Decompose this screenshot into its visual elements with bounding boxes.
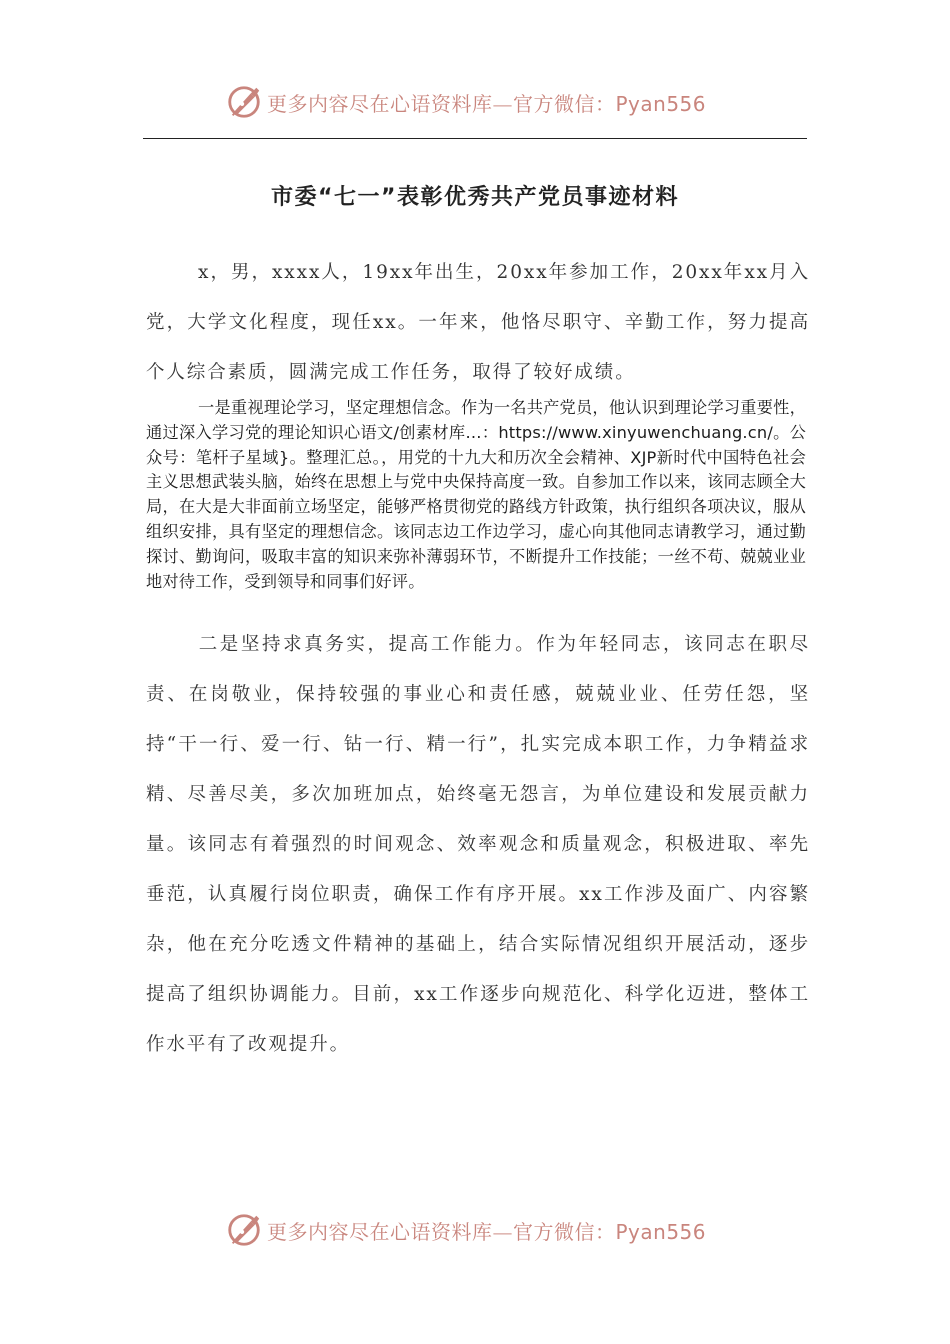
footer-banner-text xyxy=(267,1216,706,1245)
site-name: 更多内容尽在心语资料库 xyxy=(267,1219,493,1244)
wechat-id: Pyan556 xyxy=(615,1219,707,1244)
header-banner[interactable] xyxy=(225,82,745,122)
contact-label: 官方微信： xyxy=(513,91,616,116)
separator: — xyxy=(492,1219,513,1244)
paragraph-work-ability xyxy=(146,620,810,1070)
header-divider xyxy=(143,138,807,139)
paragraph-intro-text: x，男，xxxx人，19xx年出生，20xx年参加工作，20xx年xx月入党，大学文化程度，现任xx。一年来，他恪尽职守、辛勤工作，努力提高个人综合素质，圆满完成工作任务，取得了较好成绩。 xyxy=(146,262,810,383)
paragraph-intro xyxy=(146,248,810,398)
header-banner-text xyxy=(267,88,706,117)
paragraph-theory-study xyxy=(146,396,806,594)
site-name: 更多内容尽在心语资料库 xyxy=(267,91,493,116)
separator: — xyxy=(492,91,513,116)
paragraph-work-ability-text: 二是坚持求真务实，提高工作能力。作为年轻同志，该同志在职尽责、在岗敬业，保持较强的事业心和责任感，兢兢业业、任劳任怨，坚持“干一行、爱一行、钻一行、精一行”，扎实完成本职工作，力争精益求精、尽善尽美，多次加班加点，始终毫无怨言，为单位建设和发展贡献力量。该同志有着强烈的时间观念、效率观念和质量观念，积极进取、率先垂范，认真履行岗位职责，确保工作有序开展。xx工作涉及面广、内容繁杂，他在充分吃透文件精神的基础上，结合实际情况组织开展活动，逐步提高了组织协调能力。目前，xx工作逐步向规范化、科学化迈进，整体工作水平有了改观提升。 xyxy=(146,634,810,1055)
paragraph-theory-study-text: 一是重视理论学习，坚定理想信念。作为一名共产党员，他认识到理论学习重要性，通过深入学习党的理论知识心语文/创素材库…：https://www.xinyuwenchuang.cn/。公众号：笔杆子星域}。整理汇总。，用党的十九大和历次全会精神、XJP新时代中国特色社会主义思想武装头脑，始终在思想上与党中央保持高度一致。自参加工作以来，该同志顾全大局，在大是大非面前立场坚定，能够严格贯彻党的路线方针政策，执行组织各项决议，服从组织安排，具有坚定的理想信念。该同志边工作边学习，虚心向其他同志请教学习，通过勤探讨、勤询问，吸取丰富的知识来弥补薄弱环节，不断提升工作技能；一丝不苟、兢兢业业地对待工作，受到领导和同事们好评。 xyxy=(146,398,806,591)
wechat-id: Pyan556 xyxy=(615,91,707,116)
pen-nib-logo-icon xyxy=(225,83,263,121)
pen-nib-logo-icon xyxy=(225,1211,263,1249)
contact-label: 官方微信： xyxy=(513,1219,616,1244)
footer-banner[interactable] xyxy=(225,1210,745,1250)
document-title: 市委“七一”表彰优秀共产党员事迹材料 xyxy=(271,185,679,210)
